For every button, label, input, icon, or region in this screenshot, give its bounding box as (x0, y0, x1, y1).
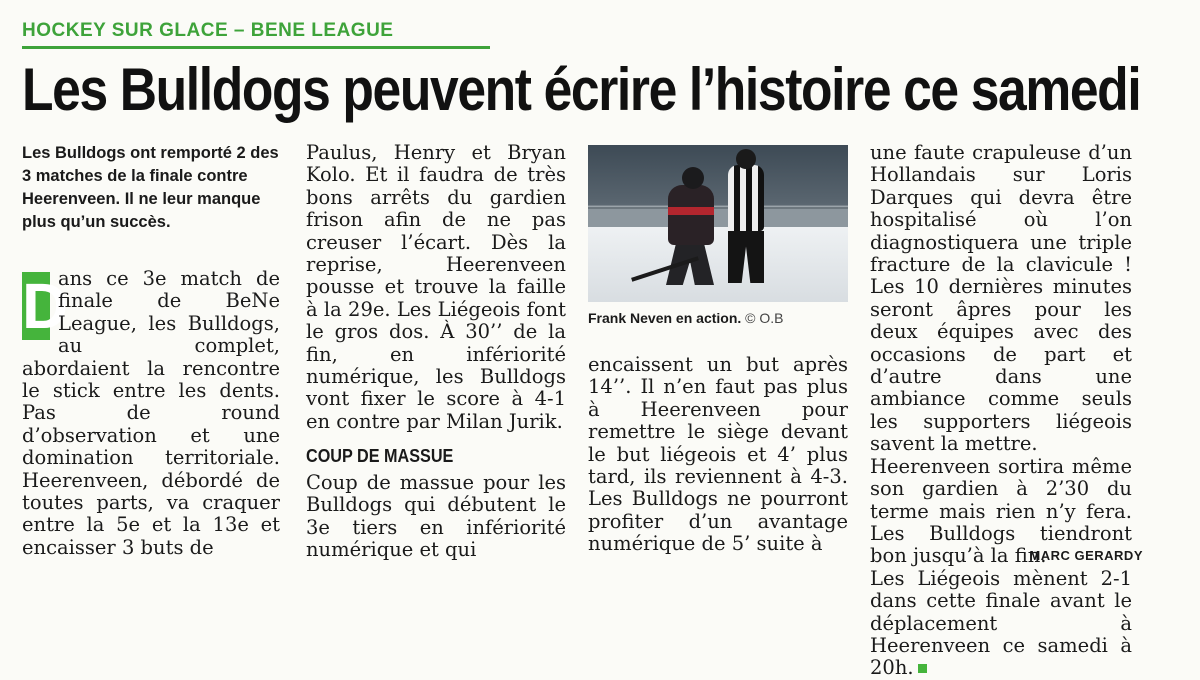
photo-credit: © O.B (745, 310, 784, 326)
column-2 (306, 142, 566, 561)
body-paragraph-2: Coup de massue pour les Bulldogs qui débutent le 3e tiers en infériorité numérique et qui (306, 470, 566, 561)
lead-paragraph: Les Bulldogs ont remporté 2 des 3 matches de la finale contre Heerenveen. Il ne leur manque plus qu’un succès. (22, 144, 279, 231)
photo-caption (588, 310, 848, 326)
hockey-photo (588, 145, 848, 302)
end-of-article-mark (918, 664, 927, 673)
drop-cap: D (22, 270, 69, 342)
subhead-source: COUP DE MASSUE (306, 446, 454, 467)
p2-source: une faute crapuleuse d’un Hollandais sur Loris Darques qui devra être hospitalisé où l’on diagnostiquera une triple fracture de la clavicule ! Les 10 dernières minutes seront âpres pour les deux équipes avec des occasions de part et d’autre dans une ambiance comme seuls les supporters liégeois savent la mettre. (870, 141, 1132, 456)
caption-text: Frank Neven en action. (588, 310, 742, 326)
column-1 (22, 142, 280, 559)
p3-source: Heerenveen sortira même son gardien à 2’30 du terme mais rien n’y fera. Les Bulldogs tiendront bon jusqu’à la fin. (870, 454, 1132, 568)
p4-source: Les Liégeois mènent 2-1 dans cette finale avant le déplacement à Heerenveen ce samedi à 20h. (870, 566, 1132, 680)
body-paragraph-1-cont: Paulus, Henry et Bryan Kolo. Et il faudra de très bons arrêts du gardien frison afin de ne pas creuser l’écart. Dès la reprise, Heerenveen pousse et trouve la faille à la 29e. Les Liégeois font le gros dos. À 30’’ de la fin, en infériorité numérique, les Bulldogs vont fixer le score à 4-1 en contre par Milan Jurik. (306, 141, 566, 433)
column-3 (588, 354, 848, 556)
byline: MARC GERARDY (1029, 548, 1143, 563)
headline: Les Bulldogs peuvent écrire l’histoire ce samedi (22, 56, 1141, 123)
kicker-underline (22, 46, 490, 49)
section-kicker: HOCKEY SUR GLACE – BENE LEAGUE (22, 20, 394, 41)
body-paragraph-2-cont: encaissent un but après 14’’. Il n’en faut pas plus à Heerenveen pour remettre le siège devant le but liégeois et 4’ plus tard, ils reviennent à 4-3. Les Bulldogs ne pourront profiter d’un avantage numérique de 5’ suite à (588, 353, 848, 556)
body-paragraph-1: D ans ce 3e match de finale de BeNe League, les Bulldogs, au complet, abordaient la rencontre le stick entre les dents. Pas de round d’observation et une domination territoriale. Heerenveen, débordé de toutes parts, va craquer entre la 5e et la 13e et encaisser 3 buts de (22, 267, 280, 559)
column-4 (870, 142, 1132, 680)
